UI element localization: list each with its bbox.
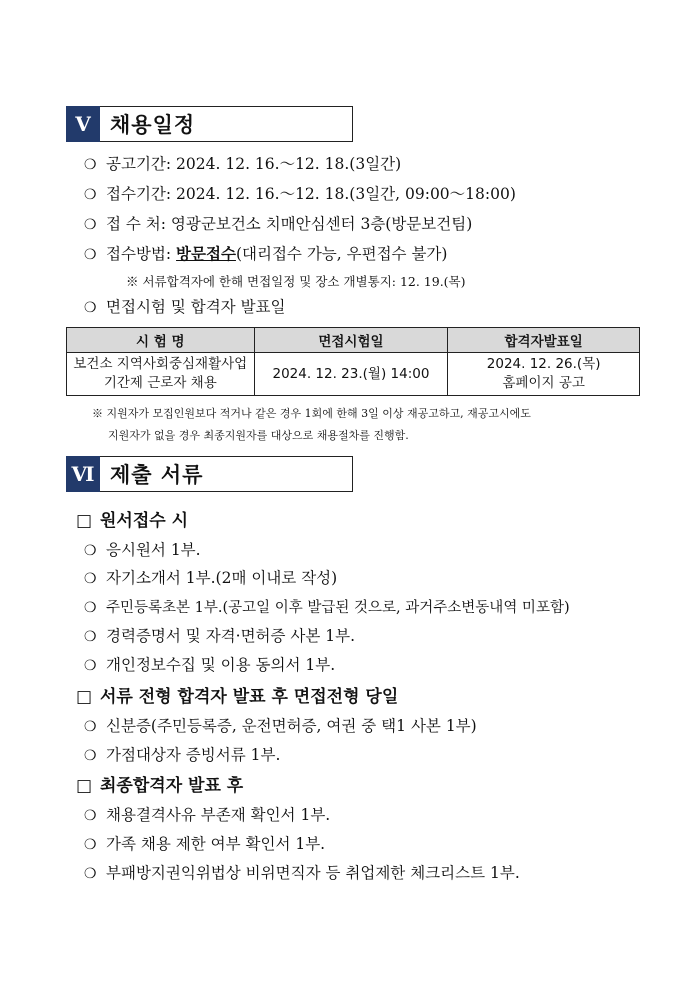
circle-bullet-icon: ❍ bbox=[84, 748, 97, 764]
group-heading-text: 최종합격자 발표 후 bbox=[100, 776, 244, 796]
circle-bullet-icon: ❍ bbox=[84, 300, 97, 316]
list-item-application-method bbox=[84, 242, 447, 264]
method-emphasis: 방문접수 bbox=[176, 244, 236, 263]
checkbox-square-icon: □ bbox=[76, 511, 93, 531]
section-6-title: 제출 서류 bbox=[100, 456, 353, 492]
section-5-number: V bbox=[66, 106, 100, 142]
circle-bullet-icon: ❍ bbox=[84, 217, 97, 233]
method-label: 접수방법: bbox=[106, 245, 177, 263]
table-row bbox=[67, 353, 640, 396]
footnote-line2: 지원자가 없을 경우 최종지원자를 대상으로 채용절차를 진행함. bbox=[108, 429, 409, 442]
checkbox-square-icon: □ bbox=[76, 687, 93, 707]
list-item-application-period bbox=[84, 182, 516, 204]
circle-bullet-icon: ❍ bbox=[84, 629, 97, 645]
circle-bullet-icon: ❍ bbox=[84, 808, 97, 824]
application-place-text: 접 수 처: 영광군보건소 치매안심센터 3층(방문보건팀) bbox=[106, 215, 473, 233]
section-6-header bbox=[66, 456, 353, 492]
interview-date-cell: 2024. 12. 23.(월) 14:00 bbox=[254, 353, 448, 396]
doc-item-text: 신분증(주민등록증, 운전면허증, 여권 중 택1 사본 1부) bbox=[106, 717, 477, 735]
doc-item-text: 응시원서 1부. bbox=[106, 541, 201, 559]
doc-item-text: 가족 채용 제한 여부 확인서 1부. bbox=[106, 835, 326, 853]
list-item bbox=[84, 653, 335, 675]
circle-bullet-icon: ❍ bbox=[84, 837, 97, 853]
table-header-row bbox=[67, 328, 640, 353]
application-period-text: 접수기간: 2024. 12. 16.～12. 18.(3일간, 09:00～18:00) bbox=[106, 185, 516, 203]
doc-item-text: 경력증명서 및 자격·면허증 사본 1부. bbox=[106, 627, 356, 645]
list-item bbox=[84, 596, 570, 617]
method-rest: (대리접수 가능, 우편접수 불가) bbox=[235, 245, 448, 263]
method-note: ※ 서류합격자에 한해 면접일정 및 장소 개별통지: 12. 19.(목) bbox=[126, 274, 466, 289]
doc-item-text: 채용결격사유 부존재 확인서 1부. bbox=[106, 806, 331, 824]
exam-name-cell bbox=[67, 353, 255, 396]
list-item bbox=[84, 743, 280, 765]
circle-bullet-icon: ❍ bbox=[84, 600, 97, 616]
checkbox-square-icon: □ bbox=[76, 776, 93, 796]
circle-bullet-icon: ❍ bbox=[84, 157, 97, 173]
schedule-table bbox=[66, 327, 640, 396]
doc-item-text: 자기소개서 1부.(2매 이내로 작성) bbox=[106, 569, 338, 587]
group-heading-final bbox=[76, 771, 243, 796]
announce-date-cell bbox=[448, 353, 640, 396]
list-item bbox=[84, 861, 520, 883]
circle-bullet-icon: ❍ bbox=[84, 247, 97, 263]
list-item bbox=[84, 624, 355, 646]
list-item-posting-period bbox=[84, 152, 401, 174]
exam-name-line1: 보건소 지역사회중심재활사업 bbox=[73, 356, 248, 372]
circle-bullet-icon: ❍ bbox=[84, 187, 97, 203]
section-5-header bbox=[66, 106, 353, 142]
interview-item-text: 면접시험 및 합격자 발표일 bbox=[106, 298, 286, 316]
group-heading-application bbox=[76, 506, 188, 531]
list-item-application-place bbox=[84, 212, 472, 234]
list-item bbox=[84, 566, 337, 588]
announce-line2: 홈페이지 공고 bbox=[502, 375, 585, 391]
announce-line1: 2024. 12. 26.(목) bbox=[486, 356, 601, 372]
list-item-interview bbox=[84, 295, 286, 317]
circle-bullet-icon: ❍ bbox=[84, 658, 97, 674]
table-header-interview-date: 면접시험일 bbox=[254, 328, 448, 353]
list-item bbox=[84, 803, 330, 825]
list-item bbox=[84, 538, 201, 560]
circle-bullet-icon: ❍ bbox=[84, 543, 97, 559]
group-heading-text: 원서접수 시 bbox=[100, 511, 189, 531]
group-heading-interview-day bbox=[76, 682, 398, 707]
list-item bbox=[84, 714, 477, 736]
doc-item-text: 개인정보수집 및 이용 동의서 1부. bbox=[106, 656, 336, 674]
doc-item-text: 부패방지권익위법상 비위면직자 등 취업제한 체크리스트 1부. bbox=[106, 864, 520, 882]
circle-bullet-icon: ❍ bbox=[84, 866, 97, 882]
section-6-number: Ⅵ bbox=[66, 456, 100, 492]
table-header-announce-date: 합격자발표일 bbox=[448, 328, 640, 353]
footnote-line1: ※ 지원자가 모집인원보다 적거나 같은 경우 1회에 한해 3일 이상 재공고하고, 재공고시에도 bbox=[92, 407, 531, 420]
posting-period-text: 공고기간: 2024. 12. 16.～12. 18.(3일간) bbox=[106, 155, 402, 173]
section-5-title: 채용일정 bbox=[100, 106, 353, 142]
circle-bullet-icon: ❍ bbox=[84, 719, 97, 735]
list-item bbox=[84, 832, 325, 854]
exam-name-line2: 기간제 근로자 채용 bbox=[103, 375, 217, 391]
table-header-exam: 시 험 명 bbox=[67, 328, 255, 353]
circle-bullet-icon: ❍ bbox=[84, 571, 97, 587]
doc-item-text: 주민등록초본 1부.(공고일 이후 발급된 것으로, 과거주소변동내역 미포함) bbox=[106, 600, 570, 616]
doc-item-text: 가점대상자 증빙서류 1부. bbox=[106, 746, 281, 764]
group-heading-text: 서류 전형 합격자 발표 후 면접전형 당일 bbox=[100, 687, 399, 707]
